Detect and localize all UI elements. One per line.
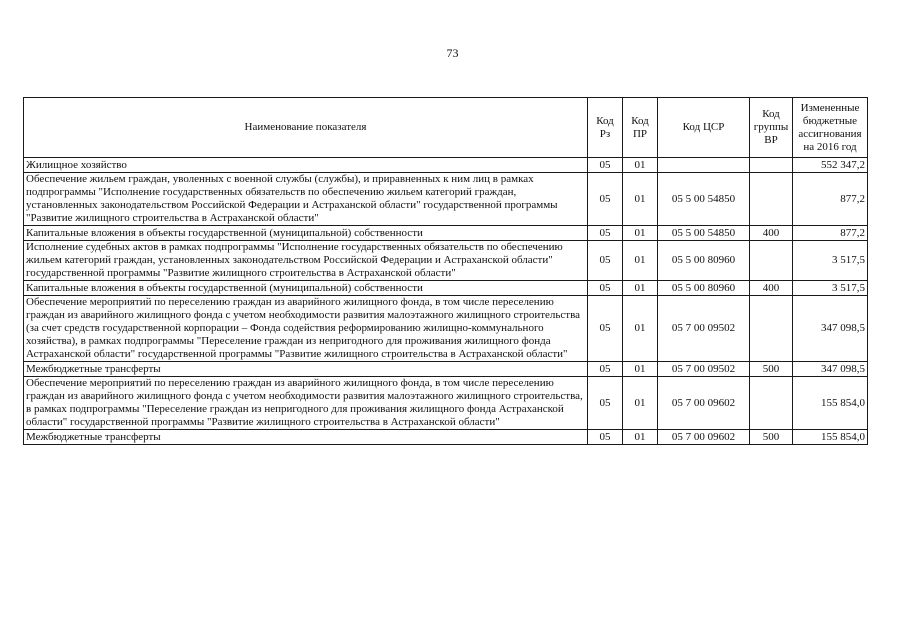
table-row: [24, 430, 868, 445]
header-name: Наименование показателя: [24, 98, 588, 158]
header-amount: Измененные бюджетные ассигнования на 2016 год: [793, 98, 868, 158]
row-rz: 05: [588, 296, 623, 362]
row-amount: 3 517,5: [793, 281, 868, 296]
row-vr: [750, 158, 793, 173]
row-csr: [658, 158, 750, 173]
row-vr: 500: [750, 362, 793, 377]
row-csr: 05 5 00 80960: [658, 241, 750, 281]
row-pr: 01: [623, 430, 658, 445]
header-pr: Код ПР: [623, 98, 658, 158]
row-rz: 05: [588, 362, 623, 377]
row-csr: 05 5 00 54850: [658, 226, 750, 241]
row-vr: [750, 377, 793, 430]
row-name: Межбюджетные трансферты: [24, 362, 588, 377]
row-csr: 05 7 00 09502: [658, 296, 750, 362]
row-amount: 347 098,5: [793, 296, 868, 362]
row-pr: 01: [623, 173, 658, 226]
row-csr: 05 7 00 09602: [658, 430, 750, 445]
row-name: Межбюджетные трансферты: [24, 430, 588, 445]
row-amount: 155 854,0: [793, 430, 868, 445]
row-rz: 05: [588, 430, 623, 445]
table-row: [24, 173, 868, 226]
row-vr: [750, 173, 793, 226]
table-row: [24, 296, 868, 362]
table-row: [24, 281, 868, 296]
row-vr: 500: [750, 430, 793, 445]
table-header-row: [24, 98, 868, 158]
row-rz: 05: [588, 241, 623, 281]
row-pr: 01: [623, 281, 658, 296]
row-pr: 01: [623, 377, 658, 430]
row-rz: 05: [588, 226, 623, 241]
row-rz: 05: [588, 377, 623, 430]
row-vr: [750, 296, 793, 362]
row-amount: 347 098,5: [793, 362, 868, 377]
row-csr: 05 5 00 80960: [658, 281, 750, 296]
row-pr: 01: [623, 241, 658, 281]
table-row: [24, 241, 868, 281]
table-row: [24, 158, 868, 173]
row-vr: 400: [750, 226, 793, 241]
row-pr: 01: [623, 362, 658, 377]
row-vr: [750, 241, 793, 281]
row-amount: 877,2: [793, 226, 868, 241]
header-vr: Код группы ВР: [750, 98, 793, 158]
row-pr: 01: [623, 226, 658, 241]
row-csr: 05 7 00 09602: [658, 377, 750, 430]
table-row: [24, 377, 868, 430]
row-name: Жилищное хозяйство: [24, 158, 588, 173]
row-name: Капитальные вложения в объекты государственной (муниципальной) собственности: [24, 281, 588, 296]
row-pr: 01: [623, 296, 658, 362]
row-pr: 01: [623, 158, 658, 173]
row-name: Обеспечение мероприятий по переселению граждан из аварийного жилищного фонда, в том числе переселению граждан из аварийного жилищного фонда с учетом необходимости развития малоэтажного жилищного строительства (за счет средств государственной корпорации – Фонда содействия реформированию жилищно-коммунального хозяйства), в рамках подпрограммы "Переселение граждан из непригодного для проживания жилищного фонда Астраханской области" государственной программы "Развитие жилищного строительства в Астраханской области": [24, 296, 588, 362]
header-rz: Код Рз: [588, 98, 623, 158]
row-vr: 400: [750, 281, 793, 296]
row-amount: 3 517,5: [793, 241, 868, 281]
row-amount: 155 854,0: [793, 377, 868, 430]
row-rz: 05: [588, 281, 623, 296]
row-name: Обеспечение мероприятий по переселению граждан из аварийного жилищного фонда, в том числе переселению граждан из аварийного жилищного фонда с учетом необходимости развития малоэтажного жилищного строительства, в рамках подпрограммы "Переселение граждан из непригодного для проживания жилищного фонда Астраханской области" государственной программы "Развитие жилищного строительства в Астраханской области": [24, 377, 588, 430]
row-csr: 05 5 00 54850: [658, 173, 750, 226]
row-rz: 05: [588, 158, 623, 173]
row-name: Обеспечение жильем граждан, уволенных с военной службы (службы), и приравненных к ним лиц в рамках подпрограммы "Исполнение государственных обязательств по обеспечению жильем категорий граждан, установленных законодательством Российской Федерации и Астраханской области" государственной программы "Развитие жилищного строительства в Астраханской области": [24, 173, 588, 226]
table-row: [24, 226, 868, 241]
row-name: Исполнение судебных актов в рамках подпрограммы "Исполнение государственных обязательств по обеспечению жильем категорий граждан, установленных законодательством Российской Федерации и Астраханской области" государственной программы "Развитие жилищного строительства в Астраханской области": [24, 241, 588, 281]
header-csr: Код ЦСР: [658, 98, 750, 158]
row-amount: 877,2: [793, 173, 868, 226]
row-name: Капитальные вложения в объекты государственной (муниципальной) собственности: [24, 226, 588, 241]
budget-table: [23, 97, 868, 445]
row-csr: 05 7 00 09502: [658, 362, 750, 377]
row-rz: 05: [588, 173, 623, 226]
table-row: [24, 362, 868, 377]
page-number: 73: [446, 46, 459, 60]
row-amount: 552 347,2: [793, 158, 868, 173]
